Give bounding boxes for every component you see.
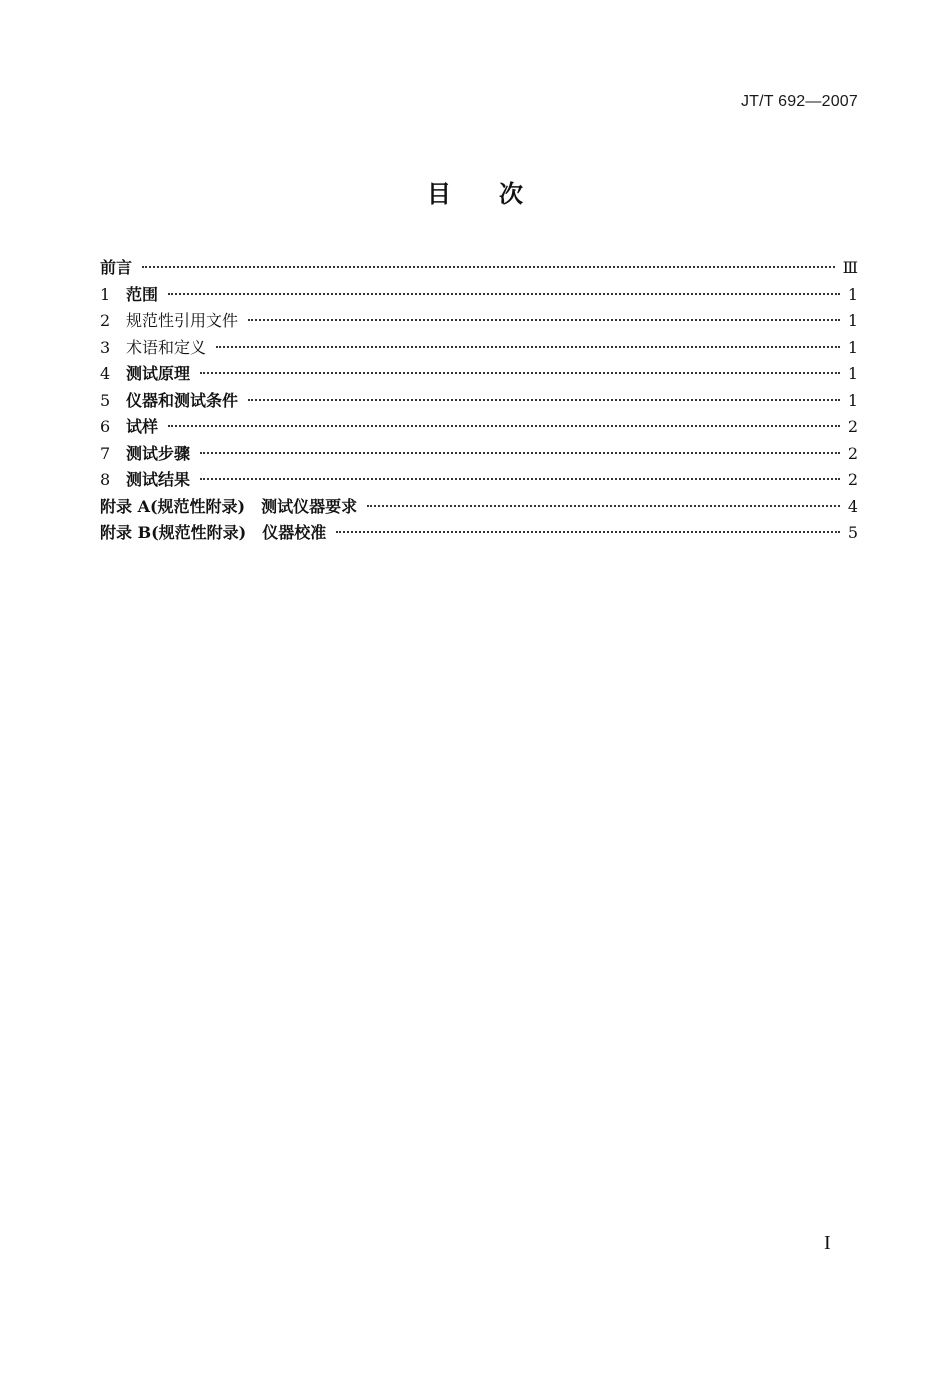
toc-entry-5[interactable] <box>100 388 858 415</box>
toc-leader-dots <box>336 531 840 533</box>
toc-leader-dots <box>200 478 840 480</box>
toc-entry-page: 2 <box>847 417 858 436</box>
toc-entry-number: 1 <box>100 284 111 304</box>
toc-entry-label: 前言 <box>100 258 133 277</box>
toc-title-char-1: 目 <box>427 180 451 208</box>
toc-entry-label: 仪器和测试条件 <box>126 390 239 410</box>
toc-entry-label: 测试原理 <box>126 364 191 383</box>
toc-entry-3[interactable] <box>100 335 858 362</box>
toc-entry-foreword[interactable] <box>100 255 858 282</box>
toc-entry-page: 5 <box>847 523 858 542</box>
toc-entry-page: 1 <box>847 390 858 410</box>
toc-entry-1[interactable] <box>100 282 858 309</box>
toc-title-char-2: 次 <box>499 180 523 208</box>
toc-entry-page: Ⅲ <box>842 258 858 277</box>
toc-entry-page: 1 <box>847 311 858 330</box>
toc-entry-6[interactable] <box>100 414 858 441</box>
toc-entry-7[interactable] <box>100 441 858 468</box>
toc-entry-annex-b[interactable] <box>100 520 858 547</box>
toc-entry-label: 规范性引用文件 <box>126 311 239 330</box>
toc-entry-number: 3 <box>100 337 111 357</box>
toc-title <box>0 174 950 209</box>
toc-entry-number: 4 <box>100 364 111 383</box>
toc-leader-dots <box>367 505 840 507</box>
toc-entry-label: 范围 <box>126 284 159 304</box>
toc-entry-number: 7 <box>100 443 111 463</box>
toc-list <box>100 255 858 547</box>
toc-entry-label: 附录 B(规范性附录) 仪器校准 <box>100 523 327 542</box>
toc-leader-dots <box>200 372 840 374</box>
toc-leader-dots <box>200 452 840 454</box>
toc-entry-annex-a[interactable] <box>100 494 858 521</box>
toc-entry-page: 1 <box>847 337 858 357</box>
toc-leader-dots <box>248 399 840 401</box>
toc-entry-page: 4 <box>847 496 858 516</box>
toc-entry-page: 1 <box>847 364 858 383</box>
toc-entry-number: 8 <box>100 470 111 489</box>
toc-entry-page: 2 <box>847 470 858 489</box>
toc-entry-number: 6 <box>100 417 111 436</box>
toc-leader-dots <box>142 266 835 268</box>
standard-code: JT/T 692—2007 <box>740 93 858 110</box>
page-number: I <box>824 1232 831 1254</box>
toc-entry-label: 测试结果 <box>126 470 191 489</box>
toc-leader-dots <box>168 293 840 295</box>
toc-entry-number: 2 <box>100 311 111 330</box>
toc-entry-8[interactable] <box>100 467 858 494</box>
toc-leader-dots <box>216 346 840 348</box>
toc-entry-4[interactable] <box>100 361 858 388</box>
toc-entry-2[interactable] <box>100 308 858 335</box>
toc-leader-dots <box>248 319 840 321</box>
toc-entry-page: 1 <box>847 284 858 304</box>
toc-leader-dots <box>168 425 840 427</box>
toc-entry-label: 术语和定义 <box>126 337 207 357</box>
toc-entry-page: 2 <box>847 443 858 463</box>
toc-entry-label: 测试步骤 <box>126 443 191 463</box>
toc-entry-label: 附录 A(规范性附录) 测试仪器要求 <box>100 496 358 516</box>
toc-entry-label: 试样 <box>126 417 159 436</box>
toc-entry-number: 5 <box>100 390 111 410</box>
